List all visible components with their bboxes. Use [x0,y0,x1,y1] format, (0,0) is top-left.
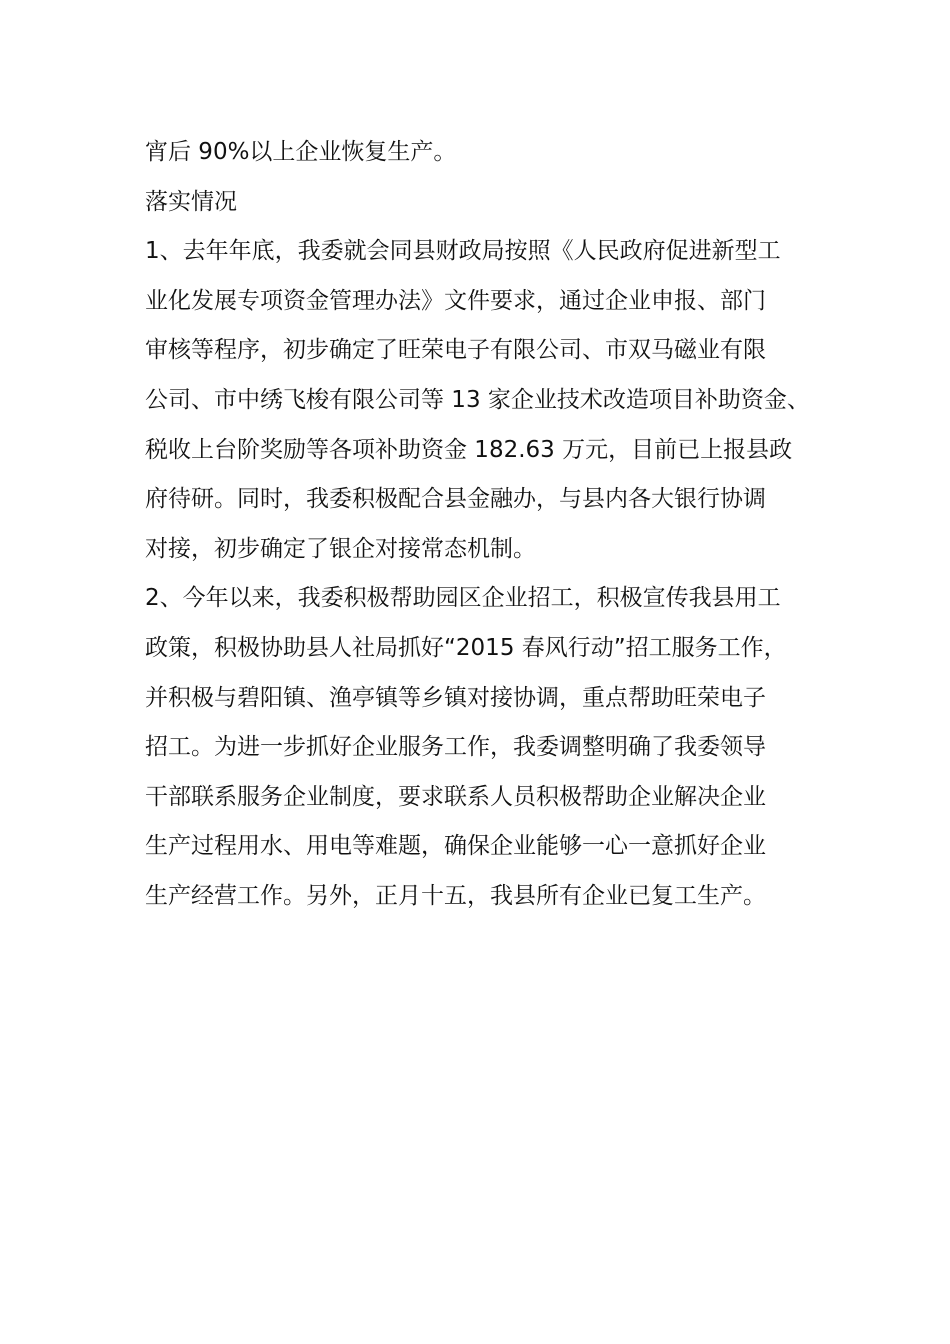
text-line: 业化发展专项资金管理办法》文件要求，通过企业申报、部门 [145,287,766,314]
text-line: 公司、市中绣飞梭有限公司等 13 家企业技术改造项目补助资金、 [145,386,810,413]
text-line: 宵后 90%以上企业恢复生产。 [145,139,457,165]
text-line: 干部联系服务企业制度，要求联系人员积极帮助企业解决企业 [145,783,766,810]
document-body [145,128,817,922]
text-line: 生产过程用水、用电等难题，确保企业能够一心一意抓好企业 [145,833,766,860]
text-line: 税收上台阶奖励等各项补助资金 182.63 万元，目前已上报县政 [145,436,793,463]
text-line: 生产经营工作。另外，正月十五，我县所有企业已复工生产。 [145,882,766,909]
text-line: 并积极与碧阳镇、渔亭镇等乡镇对接协调，重点帮助旺荣电子 [145,684,766,711]
section-heading: 落实情况 [145,188,237,215]
text-line: 2、今年以来，我委积极帮助园区企业招工，积极宣传我县用工 [145,585,781,612]
text-line: 府待研。同时，我委积极配合县金融办，与县内各大银行协调 [145,486,766,513]
text-line: 1、去年年底，我委就会同县财政局按照《人民政府促进新型工 [145,238,781,265]
text-line: 审核等程序，初步确定了旺荣电子有限公司、市双马磁业有限 [145,337,766,364]
text-line: 对接，初步确定了银企对接常态机制。 [145,535,536,562]
text-line: 政策，积极协助县人社局抓好“2015 春风行动”招工服务工作， [145,634,787,661]
text-line: 招工。为进一步抓好企业服务工作，我委调整明确了我委领导 [145,734,766,761]
